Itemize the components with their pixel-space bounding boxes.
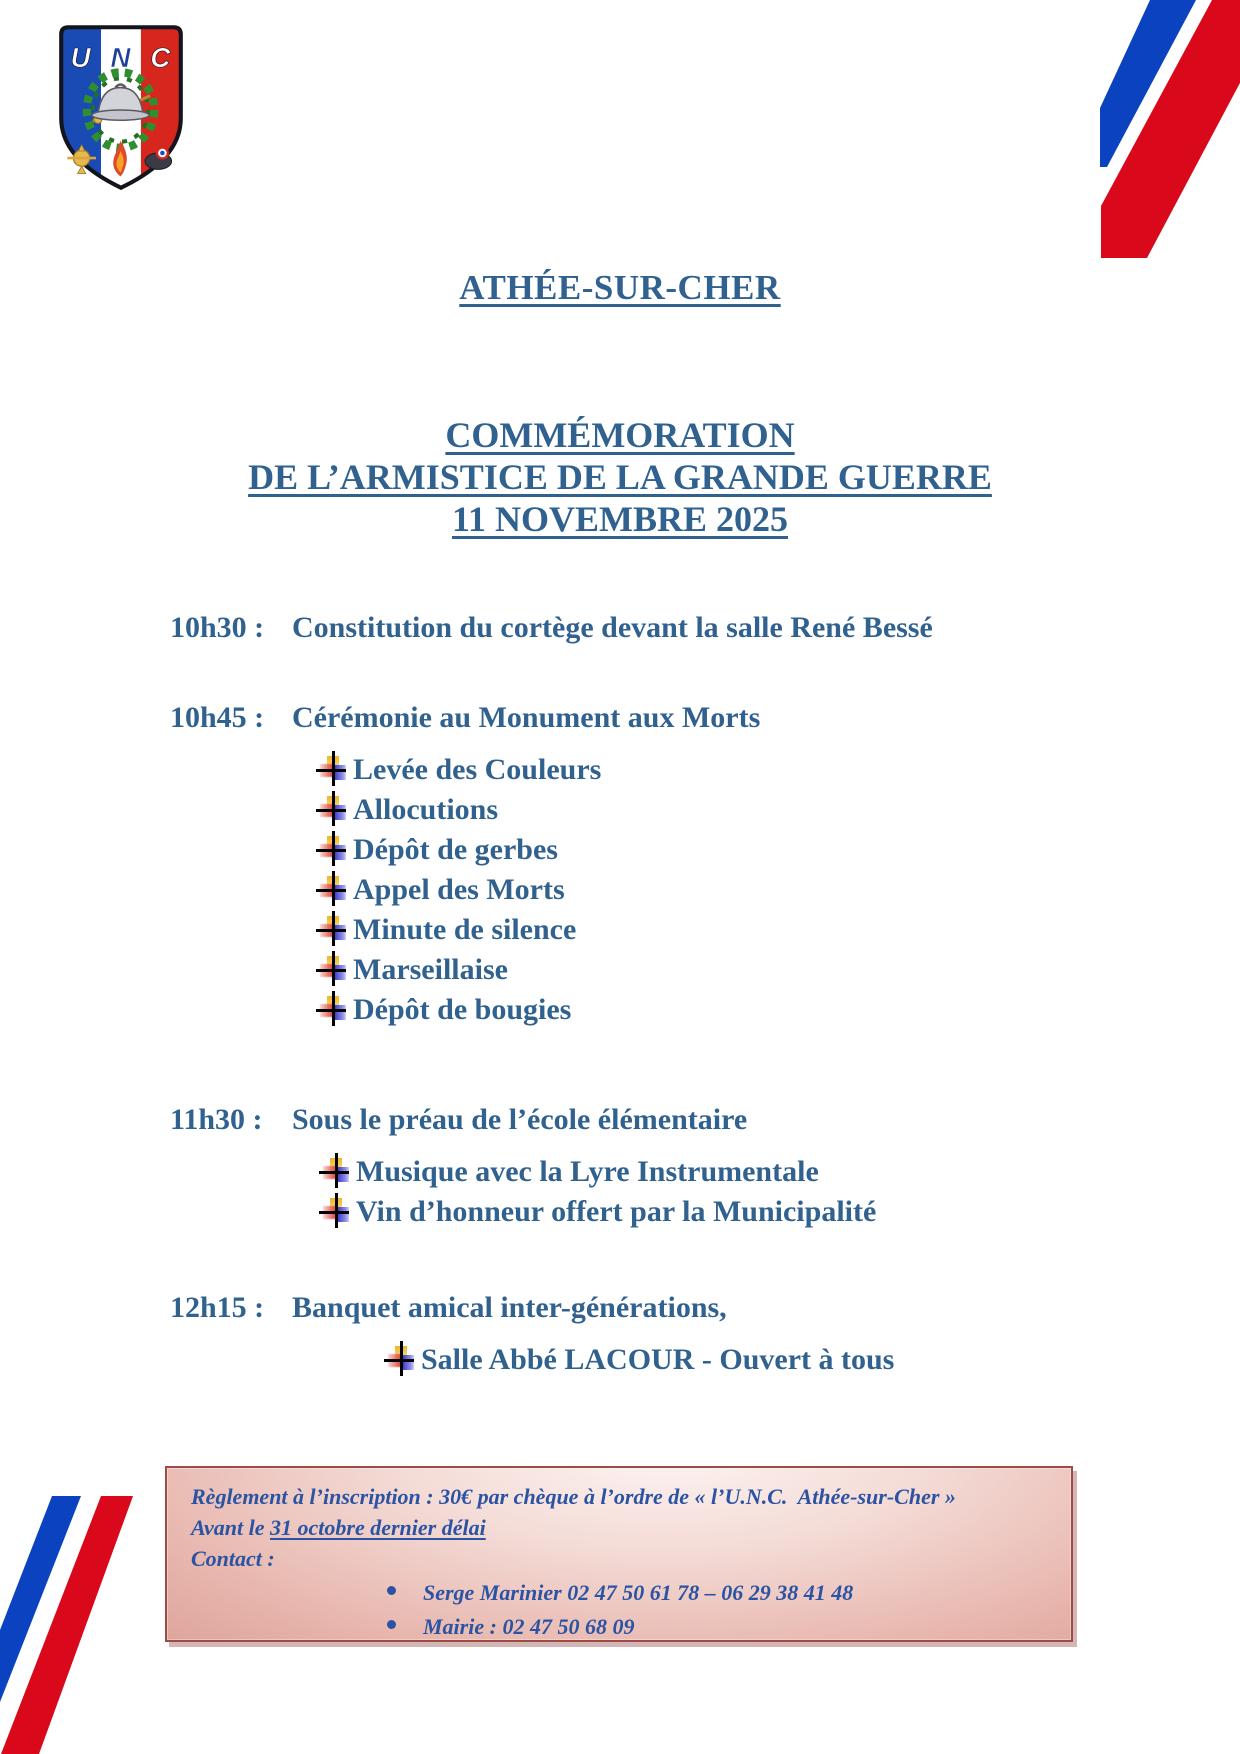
list-item — [320, 950, 1170, 990]
commemoration-heading — [0, 414, 1240, 540]
list-item-label: Salle Abbé LACOUR - Ouvert à tous — [421, 1343, 895, 1376]
list-item-label: Dépôt de bougies — [353, 993, 572, 1026]
schedule-row-12h15 — [170, 1288, 1170, 1328]
list-item — [320, 790, 1170, 830]
contact-text: Serge Marinier 02 47 50 61 78 – 06 29 38 41 48 — [423, 1580, 854, 1605]
logo-letter-c: C — [150, 42, 171, 74]
schedule-text: Banquet amical inter-générations, — [292, 1291, 727, 1324]
list-item — [320, 990, 1170, 1030]
list-item — [320, 870, 1170, 910]
flag-cross-bullet-icon — [320, 836, 346, 864]
page-title: ATHÉE-SUR-CHER — [459, 268, 781, 307]
list-item — [323, 1192, 1170, 1232]
list-item — [320, 750, 1170, 790]
schedule-text: Constitution du cortège devant la salle René Bessé — [292, 611, 933, 644]
french-flag-stripes-top-right — [960, 0, 1240, 265]
list-item-label: Appel des Morts — [353, 873, 565, 906]
flag-cross-bullet-icon — [388, 1346, 414, 1374]
schedule-time: 10h45 : — [170, 701, 265, 734]
logo-letter-u: U — [70, 42, 91, 74]
heading-line-1: COMMÉMORATION — [445, 415, 795, 455]
schedule-row-10h45 — [170, 698, 1170, 738]
registration-info-box — [165, 1466, 1073, 1642]
heading-line-3: 11 NOVEMBRE 2025 — [451, 499, 789, 539]
bullet-dot-icon — [387, 1586, 396, 1595]
list-item — [388, 1340, 1170, 1380]
list-item-label: Musique avec la Lyre Instrumentale — [356, 1155, 819, 1188]
banquet-items — [388, 1340, 1170, 1380]
list-item-label: Levée des Couleurs — [353, 753, 602, 786]
schedule-text: Sous le préau de l’école élémentaire — [292, 1103, 748, 1136]
contact-item — [387, 1576, 1051, 1610]
unc-logo — [52, 20, 190, 196]
flag-cross-bullet-icon — [320, 796, 346, 824]
unc-shield-icon — [52, 20, 190, 196]
contact-item — [387, 1610, 1051, 1644]
list-item-label: Minute de silence — [353, 913, 577, 946]
flag-cross-bullet-icon — [320, 996, 346, 1024]
french-flag-stripes-bottom-left — [0, 1478, 145, 1754]
list-item-label: Dépôt de gerbes — [353, 833, 558, 866]
contact-text: Mairie : 02 47 50 68 09 — [423, 1614, 635, 1639]
list-item-label: Vin d’honneur offert par la Municipalité — [356, 1195, 877, 1228]
preau-items — [323, 1152, 1170, 1232]
flag-cross-bullet-icon — [320, 916, 346, 944]
list-item — [323, 1152, 1170, 1192]
deadline-date: 31 octobre dernier délai — [270, 1515, 486, 1540]
heading-line-2: DE L’ARMISTICE DE LA GRANDE GUERRE — [248, 457, 992, 497]
deadline-line: Avant le 31 octobre dernier délai — [191, 1515, 486, 1540]
list-item-label: Marseillaise — [353, 953, 508, 986]
list-item-label: Allocutions — [353, 793, 499, 826]
logo-letter-n: N — [110, 42, 131, 74]
flag-cross-bullet-icon — [320, 876, 346, 904]
flag-cross-bullet-icon — [320, 756, 346, 784]
schedule-row-11h30 — [170, 1100, 1170, 1140]
schedule-time: 12h15 : — [170, 1291, 265, 1324]
flag-cross-bullet-icon — [323, 1158, 349, 1186]
schedule-time: 10h30 : — [170, 611, 265, 644]
contact-label: Contact : — [191, 1546, 275, 1571]
list-item — [320, 910, 1170, 950]
schedule — [170, 608, 1170, 1380]
list-item — [320, 830, 1170, 870]
bullet-dot-icon — [387, 1620, 396, 1629]
contact-list — [387, 1576, 1051, 1644]
schedule-row-10h30 — [170, 608, 1170, 648]
flag-cross-bullet-icon — [323, 1198, 349, 1226]
schedule-time: 11h30 : — [170, 1103, 263, 1136]
ceremony-items — [320, 750, 1170, 1030]
payment-instructions: Règlement à l’inscription : 30€ par chèque à l’ordre de « l’U.N.C. Athée-sur-Cher » — [191, 1484, 956, 1509]
flag-cross-bullet-icon — [320, 956, 346, 984]
schedule-text: Cérémonie au Monument aux Morts — [292, 701, 761, 734]
